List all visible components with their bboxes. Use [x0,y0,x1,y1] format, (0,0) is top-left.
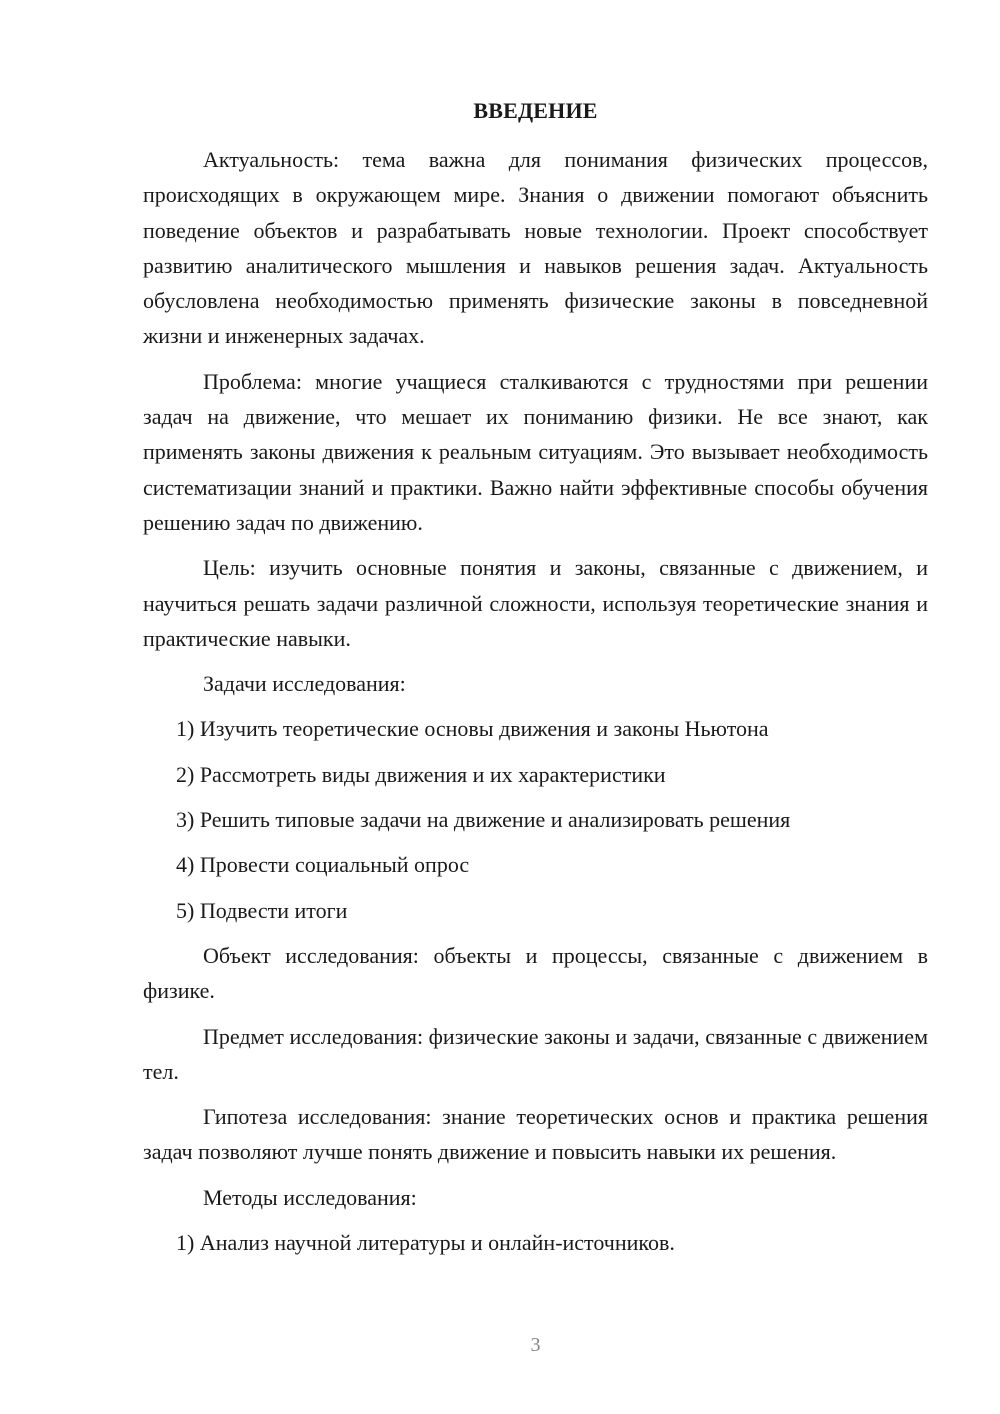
paragraph-relevance: Актуальность: тема важна для понимания физических процессов, происходящих в окружающем мире. Знания о движении помогают объяснить поведение объектов и разрабатывать новые технологии. Проект способствует развитию аналитического мышления и навыков решения задач. Актуальность обусловлена необходимостью применять физические законы в повседневной жизни и инженерных задачах. [143,147,928,349]
paragraph-problem: Проблема: многие учащиеся сталкиваются с трудностями при решении задач на движение, что мешает их пониманию физики. Не все знают, как применять законы движения к реальным ситуациям. Это вызывает необходимость систематизации знаний и практики. Важно найти эффективные способы обучения решению задач по движению. [143,368,928,535]
document-page [143,0,928,1414]
task-item-3: 3) Решить типовые задачи на движение и анализировать решения [176,807,791,833]
task-item-5: 5) Подвести итоги [176,897,348,923]
task-item-4: 4) Провести социальный опрос [176,852,470,878]
section-title: ВВЕДЕНИЕ [473,98,598,123]
document-body [143,142,928,1270]
tasks-heading: Задачи исследования: [203,671,406,697]
paragraph-goal: Цель: изучить основные понятия и законы, связанные с движением, и научиться решать задачи различной сложности, используя теоретические знания и практические навыки. [143,555,928,651]
method-item-1: 1) Анализ научной литературы и онлайн-источников. [176,1230,675,1256]
paragraph-hypothesis: Гипотеза исследования: знание теоретических основ и практика решения задач позволяют лучше понять движение и повысить навыки их решения. [143,1104,928,1165]
paragraph-subject: Предмет исследования: физические законы и задачи, связанные с движением тел. [143,1023,928,1084]
methods-heading: Методы исследования: [203,1184,417,1210]
task-item-1: 1) Изучить теоретические основы движения и законы Ньютона [176,716,769,742]
task-item-2: 2) Рассмотреть виды движения и их характеристики [176,761,666,787]
paragraph-object: Объект исследования: объекты и процессы, связанные с движением в физике. [143,942,928,1004]
page-number: 3 [530,1334,541,1356]
